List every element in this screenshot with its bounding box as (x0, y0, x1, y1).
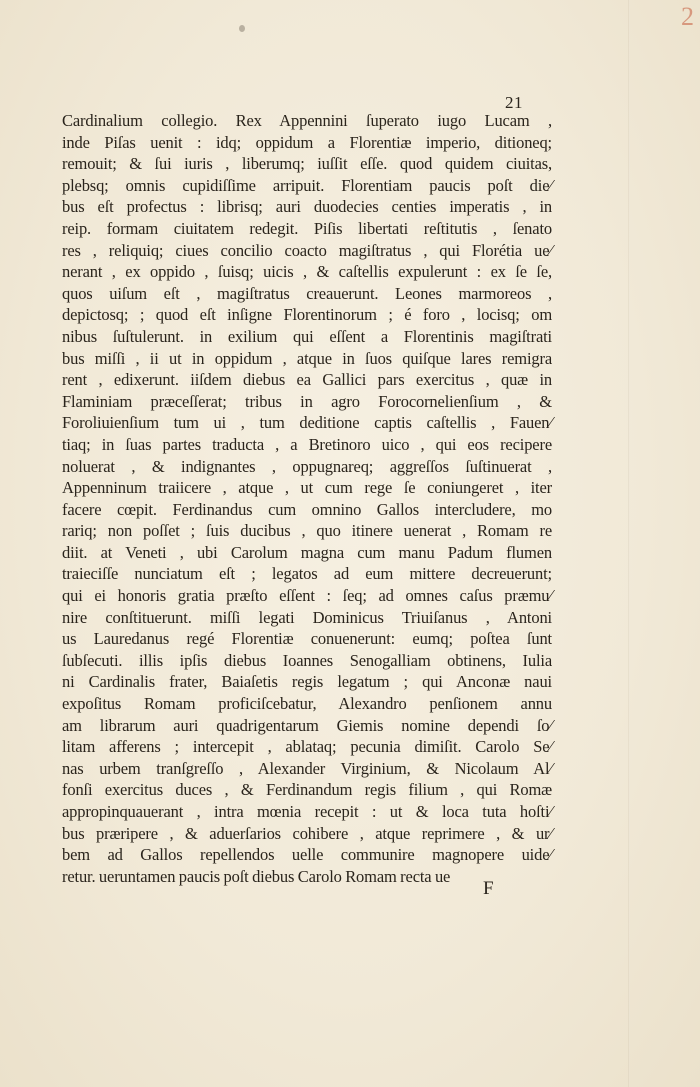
text-line: traieciſſe nunciatum eſt ; legatos ad eum mittere decreuerunt; (62, 564, 552, 584)
text-line: bem ad Gallos repellendos uelle communire magnopere uide⁄ (62, 845, 552, 865)
text-line: diit. at Veneti , ubi Carolum magna cum manu Padum flumen (62, 542, 552, 562)
text-line: Appenninum traiicere , atque , ut cum rege ſe coniungeret , iter (62, 478, 552, 498)
signature-mark: F (483, 878, 494, 899)
text-line: nire conſtituerunt. miſſi legati Dominicus Triuiſanus , Antoni (62, 607, 552, 627)
text-line: us Lauredanus regé Florentiæ conuenerunt: eumq; poſtea ſunt (62, 629, 552, 649)
text-line: expoſitus Romam proficiſcebatur, Alexandro penſionem annu (62, 694, 552, 714)
corner-annotation: 2 (681, 2, 694, 31)
text-line: Flaminiam præceſſerat; tribus in agro Forocornelienſium , & (62, 391, 552, 411)
text-line: depictosq; ; quod eſt inſigne Florentinorum ; é foro , locisq; om (62, 305, 552, 325)
text-line: rent , edixerunt. iiſdem diebus ea Gallici pars exercitus , quæ in (62, 370, 552, 390)
text-line: Foroliuienſium tum ui , tum deditione captis caſtellis , Fauen⁄ (62, 413, 552, 433)
body-text (62, 110, 552, 887)
text-line: ni Cardinalis frater, Baiaſetis regis legatum ; qui Anconæ naui (62, 672, 552, 692)
text-line: inde Piſas uenit : idq; oppidum a Florentiæ imperio, ditioneq; (62, 132, 552, 152)
text-line: rariq; non poſſet ; ſuis ducibus , quo itinere uenerat , Romam re (62, 521, 552, 541)
text-line: litam afferens ; intercepit , ablataq; pecunia dimiſit. Carolo Se⁄ (62, 737, 552, 757)
page-number: 21 (505, 93, 523, 112)
text-line: quos uiſum eſt , magiſtratus creauerunt. Leones marmoreos , (62, 283, 552, 303)
text-line: nerant , ex oppido , ſuisq; uicis , & caſtellis expulerunt : ex ſe ſe, (62, 262, 552, 282)
text-line: bus miſſi , ii ut in oppidum , atque in ſuos quiſque lares remigra (62, 348, 552, 368)
text-line: remouit; & ſui iuris , liberumq; iuſſit eſſe. quod quidem ciuitas, (62, 154, 552, 174)
page-crease (628, 0, 630, 1087)
text-line: nas urbem tranſgreſſo , Alexander Virginium, & Nicolaum Al⁄ (62, 758, 552, 778)
text-line: fonſi exercitus duces , & Ferdinandum regis filium , qui Romæ (62, 780, 552, 800)
ink-spot (239, 25, 245, 32)
text-line: noluerat , & indignantes , oppugnareq; aggreſſos ſuſtinuerat , (62, 456, 552, 476)
text-line: reip. formam ciuitatem redegit. Piſis libertati reſtitutis , ſenato (62, 218, 552, 238)
text-line: retur. ueruntamen paucis poſt diebus Carolo Romam recta ue (62, 866, 451, 886)
text-line: res , reliquiq; ciues concilio coacto magiſtratus , qui Florétia ue⁄ (62, 240, 552, 260)
text-line: tiaq; in ſuas partes traducta , a Bretinoro uico , qui eos recipere (62, 434, 552, 454)
text-line: Cardinalium collegio. Rex Appennini ſuperato iugo Lucam , (62, 111, 552, 130)
text-line: qui ei honoris gratia præſto eſſent : ſeq; ad omnes caſus præmu⁄ (62, 586, 552, 606)
text-line: appropinquauerant , intra mœnia recepit : ut & loca tuta hoſti⁄ (62, 802, 552, 821)
text-line: bus præripere , & aduerſarios cohibere , atque reprimere , & ur⁄ (62, 823, 552, 843)
text-line: bus eſt profectus : librisq; auri duodecies centies imperatis , in (62, 197, 552, 217)
text-line: am librarum auri quadrigentarum Giemis nomine dependi ſo⁄ (62, 715, 552, 735)
text-line: ſubſecuti. illis ipſis diebus Ioannes Senogalliam obtinens, Iulia (62, 650, 552, 670)
text-line: facere cœpit. Ferdinandus cum omnino Gallos intercludere, mo (62, 499, 552, 519)
text-line: nibus ſuſtulerunt. in exilium qui eſſent a Florentinis magiſtrati (62, 326, 552, 346)
text-line: plebsq; omnis cupidiſſime arripuit. Florentiam paucis poſt die⁄ (62, 175, 552, 195)
